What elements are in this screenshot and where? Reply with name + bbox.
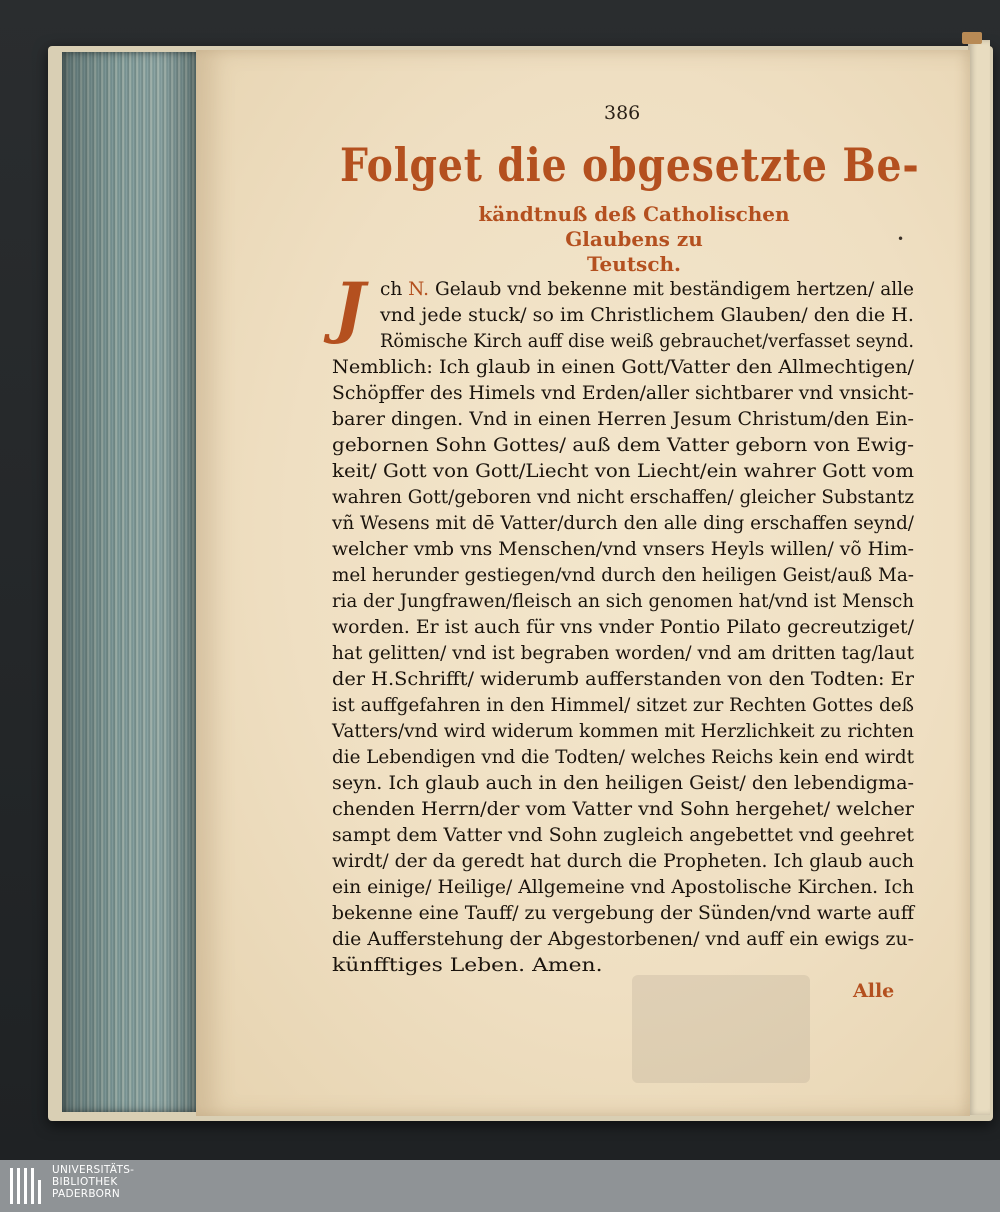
page-number: 386: [604, 102, 641, 124]
text-line: der H.Schrifft/ widerumb aufferstanden von den Todten: Er: [332, 668, 914, 690]
text-line: ria der Jungfrawen/fleisch an sich genomen hat/vnd ist Mensch: [332, 590, 914, 612]
text-line: Vatters/vnd wird widerum kommen mit Herzlichkeit zu richten: [332, 720, 914, 742]
text-line: wirdt/ der da geredt hat durch die Propheten. Ich glaub auch: [332, 850, 914, 872]
text-line: mel herunder gestiegen/vnd durch den heiligen Geist/auß Ma-: [332, 564, 914, 586]
page-title: Folget die obgesetzte Be-: [340, 138, 920, 192]
text-line: seyn. Ich glaub auch in den heiligen Geist/ den lebendigma-: [332, 772, 914, 794]
bookmark-clip: [962, 32, 982, 44]
text-line: ist auffgefahren in den Himmel/ sitzet zur Rechten Gottes deß: [332, 694, 914, 716]
text-line: vñ Wesens mit dē Vatter/durch den alle ding erschaffen seynd/: [332, 512, 914, 534]
subtitle-line: kändtnuß deß Catholischen Glaubens zu: [478, 202, 790, 251]
text-line: Schöpffer des Himels vnd Erden/aller sichtbarer vnd vnsicht-: [332, 382, 914, 404]
text-line: wahren Gott/geboren vnd nicht erschaffen/ gleicher Substantz: [332, 486, 914, 508]
text-line: ein einige/ Heilige/ Allgemeine vnd Apostolische Kirchen. Ich: [332, 876, 914, 898]
library-name: [52, 1164, 134, 1200]
text-line: chenden Herrn/der vom Vatter vnd Sohn hergehet/ welcher: [332, 798, 914, 820]
text-line-first: [332, 276, 914, 302]
text-line: bekenne eine Tauff/ zu vergebung der Sünden/vnd warte auff: [332, 902, 914, 924]
text-line: die Lebendigen vnd die Todten/ welches Reichs kein end wirdt: [332, 746, 914, 768]
page-block-edges: [62, 52, 202, 1112]
marginal-mark: •: [897, 232, 905, 246]
library-name-line: PADERBORN: [52, 1188, 120, 1200]
text-line: hat gelitten/ vnd ist begraben worden/ vnd am dritten tag/laut: [332, 642, 914, 664]
text-line: Nemblich: Ich glaub in einen Gott/Vatter den Allmechtigen/: [332, 356, 914, 378]
text-line: künfftiges Leben. Amen.: [332, 954, 603, 976]
name-placeholder-marker: N.: [408, 278, 430, 300]
text-line: worden. Er ist auch für vns vnder Pontio Pilato gecreutziget/: [332, 616, 914, 638]
text-line: Römische Kirch auff dise weiß gebrauchet/verfasset seynd.: [380, 330, 914, 352]
first-line-rest: Gelaub vnd bekenne mit beständigem hertzen/ alle: [434, 278, 914, 300]
library-stamp-bleedthrough: [632, 975, 810, 1083]
body-text: [332, 268, 914, 978]
drop-cap: J: [334, 268, 366, 346]
text-line: barer dingen. Vnd in einen Herren Jesum Christum/den Ein-: [332, 408, 914, 430]
text-line: keit/ Gott von Gott/Liecht von Liecht/ein wahrer Gott vom: [332, 460, 914, 482]
text-line: sampt dem Vatter vnd Sohn zugleich angebettet vnd geehret: [332, 824, 914, 846]
library-logo-icon: [4, 1166, 44, 1206]
text-line: gebornen Sohn Gottes/ auß dem Vatter geborn von Ewig-: [332, 434, 914, 456]
library-name-line: UNIVERSITÄTS-: [52, 1164, 135, 1176]
library-name-line: BIBLIOTHEK: [52, 1176, 118, 1188]
page-subtitle: [424, 202, 844, 277]
text-line: vnd jede stuck/ so im Christlichem Glauben/ den die H.: [380, 304, 914, 326]
facing-leaf-edge: [968, 40, 990, 1115]
text-line: welcher vmb vns Menschen/vnd vnsers Heyls willen/ võ Him-: [332, 538, 914, 560]
first-word: ch: [380, 278, 403, 300]
text-line: die Aufferstehung der Abgestorbenen/ vnd auff ein ewigs zu-: [332, 928, 914, 950]
catchword: Alle: [853, 980, 895, 1002]
library-footer: [0, 1160, 1000, 1212]
subtitle-line: Teutsch.: [586, 252, 682, 276]
